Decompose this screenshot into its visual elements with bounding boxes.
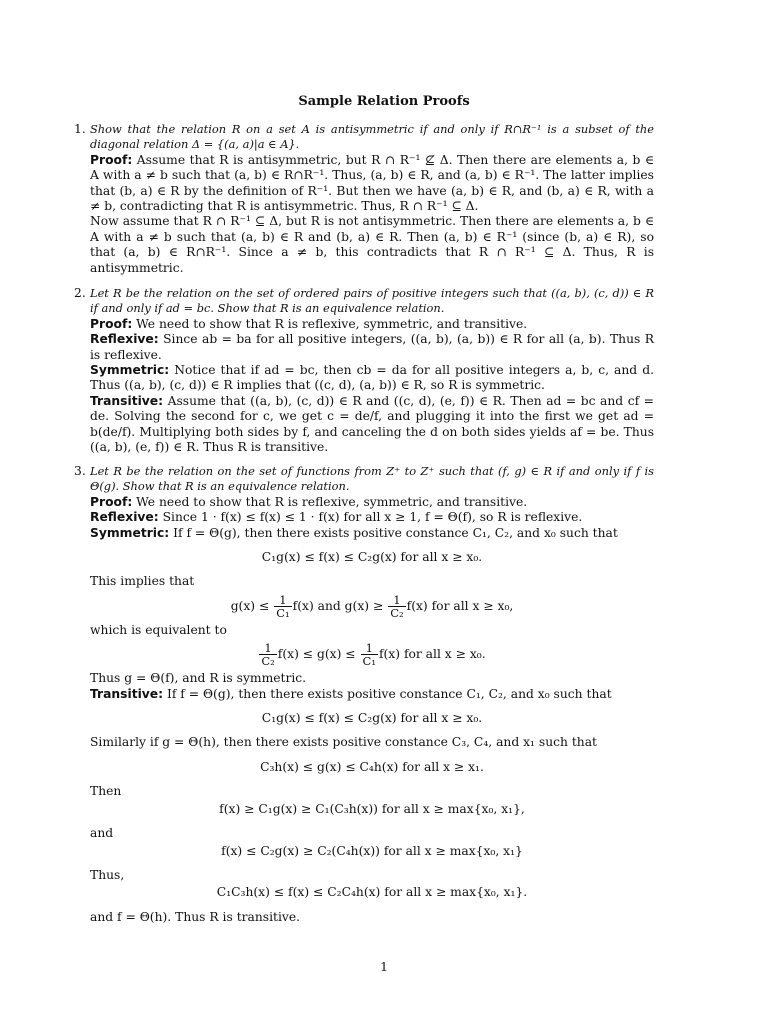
fraction — [388, 594, 405, 619]
problem-statement: Let R be the relation on the set of ordered pairs of positive integers such that ((a, b), (c, d)) ∈ R if and only if ad = bc. Show that R is an equivalence relation. — [90, 286, 654, 316]
denominator: C₂ — [261, 654, 275, 669]
proof-paragraph — [90, 317, 654, 332]
fraction — [361, 642, 378, 667]
proof-text: We need to show that R is reflexive, symmetric, and transitive. — [136, 494, 528, 509]
transitive-text: If f = Θ(g), then there exists positive constance C₁, C₂, and x₀ such that — [166, 686, 612, 701]
page-title: Sample Relation Proofs — [298, 94, 470, 109]
equation: f(x) ≥ C₁g(x) ≥ C₁(C₃h(x)) for all x ≥ max{x₀, x₁}, — [219, 801, 525, 816]
problem-1 — [74, 122, 654, 276]
transitive-paragraph — [90, 394, 654, 456]
numerator: 1 — [388, 594, 405, 607]
reflexive-paragraph — [90, 332, 654, 363]
text-line: which is equivalent to — [90, 622, 227, 637]
proof-paragraph — [90, 495, 654, 510]
fraction-equation — [90, 642, 654, 667]
numerator: 1 — [274, 594, 291, 607]
numerator: 1 — [361, 642, 378, 655]
transitive-text: Assume that ((a, b), (c, d)) ∈ R and ((c, d), (e, f)) ∈ R. Then ad = bc and cf = de. Solving the second for c, we get c = de/f, and plugging it into the first we get ad = b(de/f). Multiplying both sides by f, and canceling the d on both sides yields af = be. Thus ((a, b), (e, f)) ∈ R. Thus R is transitive. — [90, 393, 654, 455]
eq-part: f(x) and g(x) ≥ — [292, 598, 384, 613]
equation: C₁C₃h(x) ≤ f(x) ≤ C₂C₄h(x) for all x ≥ max{x₀, x₁}. — [216, 885, 528, 900]
reflexive-label: Reflexive: — [90, 510, 159, 525]
eq-part: f(x) for all x ≥ x₀. — [378, 647, 486, 662]
text-line: Thus g = Θ(f), and R is symmetric. — [90, 671, 307, 686]
fraction — [274, 594, 291, 619]
fraction — [259, 642, 276, 667]
transitive-label: Transitive: — [90, 393, 164, 408]
symmetric-label: Symmetric: — [90, 525, 170, 540]
problem-statement: Let R be the relation on the set of functions from Z⁺ to Z⁺ such that (f, g) ∈ R if and only if f is Θ(g). Show that R is an equivalence relation. — [90, 464, 654, 494]
reflexive-text: Since 1 · f(x) ≤ f(x) ≤ 1 · f(x) for all x ≥ 1, f = Θ(f), so R is reflexive. — [162, 510, 583, 525]
text-line: and — [90, 826, 114, 841]
problem-number: 2. — [74, 286, 86, 300]
numerator: 1 — [259, 642, 276, 655]
proof-text: We need to show that R is reflexive, symmetric, and transitive. — [136, 316, 528, 331]
equation: f(x) ≤ C₂g(x) ≥ C₂(C₄h(x)) for all x ≥ max{x₀, x₁} — [221, 843, 523, 858]
symmetric-paragraph — [90, 526, 654, 541]
denominator: C₂ — [390, 605, 404, 620]
equation: C₁g(x) ≤ f(x) ≤ C₂g(x) for all x ≥ x₀. — [261, 550, 483, 565]
denominator: C₁ — [276, 605, 290, 620]
reflexive-text: Since ab = ba for all positive integers, ((a, b), (a, b)) ∈ R for all (a, b). Thus R is reflexive. — [90, 332, 654, 362]
text-line: Then — [90, 784, 122, 799]
text-line: and f = Θ(h). Thus R is transitive. — [90, 909, 301, 924]
eq-part: f(x) for all x ≥ x₀, — [406, 598, 514, 613]
proof-paragraph-2: Now assume that R ∩ R⁻¹ ⊆ Δ, but R is not antisymmetric. Then there are elements a, b ∈ A with a ≠ b such that (a, b) ∈ R and (b, a) ∈ R. Then (a, b) ∈ R⁻¹ (since (b, a) ∈ R), so that (a, b) ∈ R∩R⁻¹. Since a ≠ b, this contradicts that R ∩ R⁻¹ ⊆ Δ. Thus, R is antisymmetric. — [90, 214, 654, 275]
page-number: 1 — [380, 960, 388, 974]
reflexive-paragraph — [90, 510, 654, 525]
problem-3 — [74, 464, 654, 925]
text-line: This implies that — [90, 574, 195, 589]
symmetric-text: If f = Θ(g), then there exists positive constance C₁, C₂, and x₀ such that — [173, 525, 618, 540]
problem-statement: Show that the relation R on a set A is antisymmetric if and only if R∩R⁻¹ is a subset of the diagonal relation Δ = {(a, a)|a ∈ A}. — [90, 122, 654, 152]
proof-label: Proof: — [90, 152, 133, 167]
proof-paragraph — [90, 153, 654, 215]
reflexive-label: Reflexive: — [90, 332, 159, 347]
symmetric-label: Symmetric: — [90, 363, 170, 378]
problem-2 — [74, 286, 654, 455]
denominator: C₁ — [362, 654, 376, 669]
proof-label: Proof: — [90, 494, 133, 509]
proof-text: Assume that R is antisymmetric, but R ∩ R⁻¹ ⊈ Δ. Then there are elements a, b ∈ A with a ≠ b such that (a, b) ∈ R∩R⁻¹. Thus, (a, b) ∈ R, and (a, b) ∈ R⁻¹. The latter implies that (b, a) ∈ R by the definition of R⁻¹. But then we have (a, b) ∈ R, and (b, a) ∈ R, with a ≠ b, contradicting that R is antisymmetric. Thus, R ∩ R⁻¹ ⊆ Δ. — [90, 152, 654, 214]
equation: C₃h(x) ≤ g(x) ≤ C₄h(x) for all x ≥ x₁. — [260, 759, 484, 774]
transitive-label: Transitive: — [90, 686, 164, 701]
fraction-equation — [90, 594, 654, 619]
symmetric-paragraph — [90, 363, 654, 394]
text-line: Similarly if g = Θ(h), then there exists positive constance C₃, C₄, and x₁ such that — [90, 735, 597, 750]
transitive-paragraph — [90, 687, 654, 702]
symmetric-text: Notice that if ad = bc, then cb = da for all positive integers a, b, c, and d. Thus ((a, b), (c, d)) ∈ R implies that ((c, d), (a, b)) ∈ R, so R is symmetric. — [90, 363, 654, 393]
problem-number: 3. — [74, 464, 86, 478]
text-line: Thus, — [90, 867, 125, 882]
equation: C₁g(x) ≤ f(x) ≤ C₂g(x) for all x ≥ x₀. — [261, 711, 483, 726]
proof-label: Proof: — [90, 316, 133, 331]
eq-part: g(x) ≤ — [230, 598, 270, 613]
problem-number: 1. — [74, 122, 86, 136]
eq-part: f(x) ≤ g(x) ≤ — [277, 647, 356, 662]
